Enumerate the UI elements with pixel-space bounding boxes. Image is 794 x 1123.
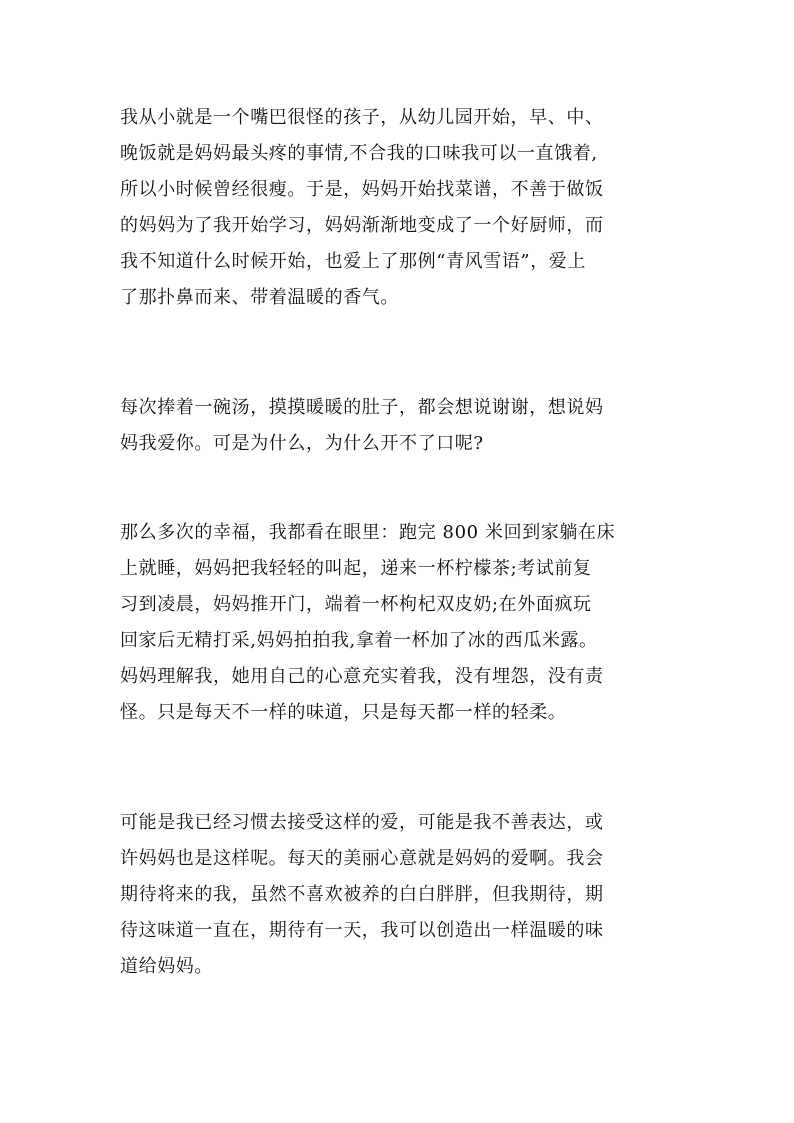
text-line: 道给妈妈。 [120, 956, 213, 977]
paragraph-1 [120, 100, 700, 316]
text-line: 回家后无精打采,妈妈拍拍我,拿着一杯加了冰的西瓜米露。 [120, 630, 598, 651]
text-line: 待这味道一直在，期待有一天，我可以创造出一样温暖的味 [120, 920, 604, 941]
text-line: 晚饭就是妈妈最头疼的事情,不合我的口味我可以一直饿着, [120, 143, 598, 164]
paragraph-2 [120, 390, 700, 462]
text-line: 的妈妈为了我开始学习，妈妈渐渐地变成了一个好厨师，而 [120, 215, 604, 236]
text-line: 我从小就是一个嘴巴很怪的孩子，从幼儿园开始，早、中、 [120, 107, 604, 128]
text-line: 妈我爱你。可是为什么，为什么开不了口呢? [120, 433, 484, 454]
paragraph-4 [120, 805, 700, 985]
text-line: 每次捧着一碗汤，摸摸暖暖的肚子，都会想说谢谢，想说妈 [120, 397, 604, 418]
text-line: 了那扑鼻而来、带着温暖的香气。 [120, 287, 399, 308]
text-line: 许妈妈也是这样呢。每天的美丽心意就是妈妈的爱啊。我会 [120, 848, 604, 869]
text-line: 我不知道什么时候开始，也爱上了那例“青风雪语”，爱上 [120, 251, 587, 272]
paragraph-3 [120, 515, 700, 731]
text-line: 那么多次的幸福，我都看在眼里：跑完 800 米回到家躺在床 [120, 522, 616, 543]
text-line: 可能是我已经习惯去接受这样的爱，可能是我不善表达，或 [120, 812, 604, 833]
text-line: 期待将来的我，虽然不喜欢被养的白白胖胖，但我期待，期 [120, 884, 604, 905]
text-line: 所以小时候曾经很瘦。于是，妈妈开始找菜谱，不善于做饭 [120, 179, 604, 200]
text-line: 怪。只是每天不一样的味道，只是每天都一样的轻柔。 [120, 702, 567, 723]
text-line: 上就睡，妈妈把我轻轻的叫起，递来一杯柠檬茶;考试前复 [120, 558, 592, 579]
text-line: 妈妈理解我，她用自己的心意充实着我，没有埋怨，没有责 [120, 666, 604, 687]
text-line: 习到凌晨，妈妈推开门，端着一杯枸杞双皮奶;在外面疯玩 [120, 594, 592, 615]
